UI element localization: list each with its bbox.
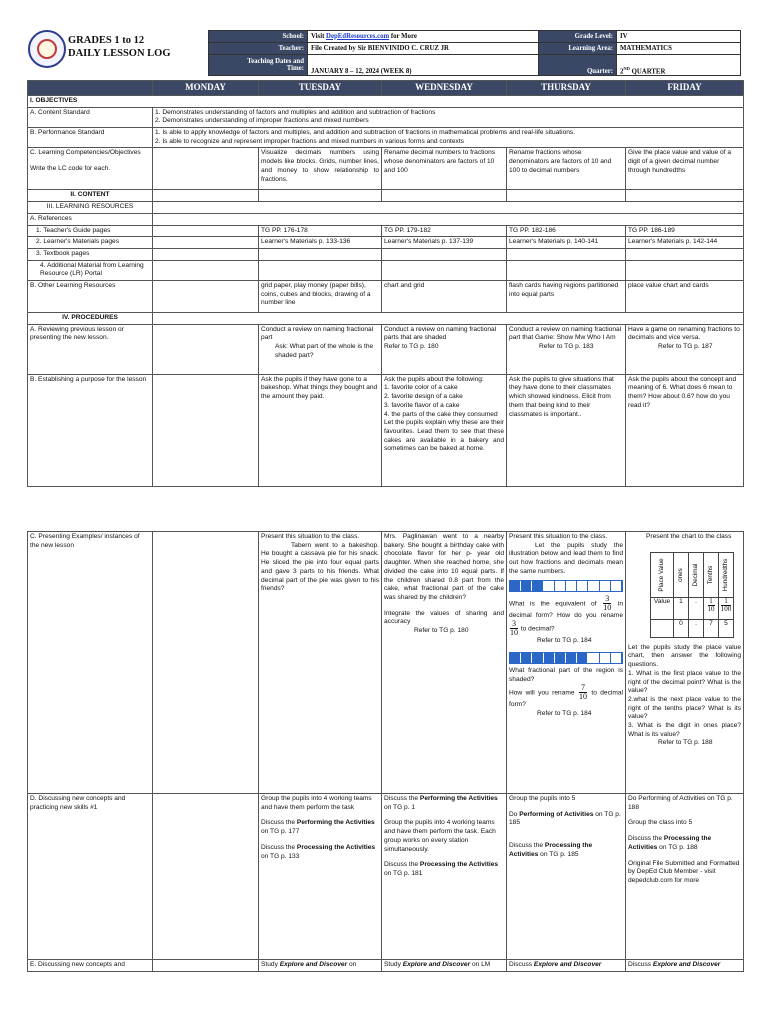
- performance-standard-label: B. Performance Standard: [28, 127, 153, 147]
- presenting-label: C. Presenting Examples/ instances of the new lesson: [28, 532, 153, 794]
- tg-wednesday: TG PP. 179-182: [382, 225, 507, 237]
- title-line-1: GRADES 1 to 12: [68, 35, 145, 46]
- header-info-table: [208, 30, 741, 76]
- fraction-3-10-b: $\frac{3}{10}$: [510, 619, 518, 638]
- dates-value: JANUARY 8 – 12, 2024 (WEEK 8): [308, 55, 539, 76]
- presenting-tuesday: Present this situation to the class. Tabern went to a bakeshop. He bought a cassava pie for his snack. He sliced the pie into four equal parts and gave 3 parts to his friends. What decimal part of the pie was given to his friends?: [259, 532, 382, 794]
- lesson-log-table-part-1: [27, 80, 744, 487]
- discuss2-wednesday: Study Explore and Discover on LM: [382, 960, 507, 972]
- other-tuesday: grid paper, play money (paper bills), coins, cubes and blocks, drawing of a number line: [259, 281, 382, 313]
- performance-standard-text: 1. Is able to apply knowledge of factors and multiples, and addition and subtraction of fractions in mathematical problems and real-life situations. 2. Is able to recognize and represent improper fractions and mixed numbers in various forms and contexts: [153, 127, 744, 147]
- purpose-friday: Ask the pupils about the concept and meaning of 6. What does 6 mean to them? How about 0.6? how do you read it?: [626, 374, 744, 486]
- grade-level-label: Grade Level:: [539, 31, 617, 43]
- content-heading: II. CONTENT: [28, 190, 153, 202]
- procedures-heading: IV. PROCEDURES: [28, 313, 153, 325]
- tg-pages-label: 1. Teacher's Guide pages: [28, 225, 153, 237]
- references-label: A. References: [28, 213, 153, 225]
- other-wednesday: chart and grid: [382, 281, 507, 313]
- discuss1-wednesday: Discuss the Performing the Activities on TG p. 1 Group the pupils into 4 working teams and have them perform the task. Each group works on every station simultaneously. Discuss the Processing the Activities on TG p. 181: [382, 794, 507, 960]
- presenting-friday: Present the chart to the class Place Value ones Decimal Tenths Hundredths Value 1 . $\frac{1}{10}$ $\frac{1}{100}$ 0 . 7 5 Let the pupils study the place value chart, then answer the following questions. 1. What is the first place value to the right of the decimal point? What is the value? 2.what is the next place value to the right of the tenths place? What is its value? 3. What is the digit in ones place? What is its value? Refer to TG p. 188: [626, 532, 744, 794]
- other-friday: place value chart and cards: [626, 281, 744, 313]
- discuss1-friday: Do Performing of Activities on TG p. 188 Group the class into 5 Discuss the Processing the Activities on TG p. 188 Original File Submitted and Formatted by DepEd Club Member - visit depedclub.com for more: [626, 794, 744, 960]
- competency-monday: [153, 148, 259, 190]
- lm-friday: Learner's Materials p. 142-144: [626, 237, 744, 249]
- content-standard-label: A. Content Standard: [28, 107, 153, 127]
- discuss2-friday: Discuss Explore and Discover: [626, 960, 744, 972]
- learning-resources-heading: III. LEARNING RESOURCES: [28, 202, 153, 214]
- discussing-1-label: D. Discussing new concepts and practicing new skills #1: [28, 794, 153, 960]
- discussing-2-label: E. Discussing new concepts and: [28, 960, 153, 972]
- deped-resources-link[interactable]: DepEdResources.com: [326, 32, 390, 40]
- discuss2-tuesday: Study Explore and Discover on: [259, 960, 382, 972]
- quarter-label: Quarter:: [539, 55, 617, 76]
- fraction-strip-7-tenths: [509, 652, 623, 664]
- fraction-7-10: $\frac{7}{10}$: [578, 683, 587, 702]
- fraction-3-10: $\frac{3}{10}$: [603, 593, 612, 612]
- additional-material-label: 4. Additional Material from Learning Resource (LR) Portal: [28, 260, 153, 280]
- review-tuesday: Conduct a review on naming fractional part Ask: What part of the whole is the shaded part?: [259, 324, 382, 374]
- school-label: School:: [209, 31, 308, 43]
- day-header-thursday: THURSDAY: [507, 81, 626, 96]
- lm-pages-label: 2. Learner's Materials pages: [28, 237, 153, 249]
- grade-level-value: IV: [617, 31, 741, 43]
- competency-friday: Give the place value and value of a digit of a given decimal number through hundredths: [626, 148, 744, 190]
- competency-tuesday: Visualize decimals numbers using models like blocks. Grids, number lines, and money to show relationship to fractions.: [259, 148, 382, 190]
- day-header-tuesday: TUESDAY: [259, 81, 382, 96]
- review-wednesday: Conduct a review on naming fractional parts that are shaded Refer to TG p. 180: [382, 324, 507, 374]
- learning-area-value: MATHEMATICS: [617, 43, 741, 55]
- dates-label: Teaching Dates and Time:: [209, 55, 308, 76]
- discuss2-thursday: Discuss Explore and Discover: [507, 960, 626, 972]
- lm-thursday: Learner's Materials p. 140-141: [507, 237, 626, 249]
- lesson-log-table-part-2: [27, 531, 744, 972]
- deped-seal-icon: [28, 30, 66, 68]
- quarter-value: 2ND QUARTER: [617, 55, 741, 76]
- tg-tuesday: TG PP. 176-178: [259, 225, 382, 237]
- review-thursday: Conduct a review on naming fractional part that Game: Show Mw Who I Am Refer to TG p. 183: [507, 324, 626, 374]
- purpose-wednesday: Ask the pupils about the following: 1. favorite color of a cake 2. favorite design of a cake 3. favorite flavor of a cake 4. the parts of the cake they consumed Let the pupils explain why these are their favourites. Lead them to see that these cakes are available in a bakery and sometimes can be baked at home.: [382, 374, 507, 486]
- lm-wednesday: Learner's Materials p. 137-139: [382, 237, 507, 249]
- discuss1-tuesday: Group the pupils into 4 working teams and have them perform the task Discuss the Performing the Activities on TG p. 177 Discuss the Processing the Activities on TG p. 133: [259, 794, 382, 960]
- presenting-wednesday: Mrs. Paglinawan went to a nearby bakery. She bought a birthday cake with chocolate flavor for her p- year old daughter. When she reached home, she divided the cake into 10 equal parts. If the children shared 0.8 part from the cake, what fractional part of the cake was shared by the children? Integrate the values of sharing and accuracy Refer to TG p. 180: [382, 532, 507, 794]
- content-standard-text: 1. Demonstrates understanding of factors and multiples and addition and subtraction of fractions 2. Demonstrates understanding of improper fractions and mixed numbers: [153, 107, 744, 127]
- competencies-label: C. Learning Competencies/Objectives Write the LC code for each.: [28, 148, 153, 190]
- purpose-tuesday: Ask the pupils if they have gone to a bakeshop. What things they bought and the amount they paid.: [259, 374, 382, 486]
- day-header-monday: MONDAY: [153, 81, 259, 96]
- reviewing-label: A. Reviewing previous lesson or presenting the new lesson.: [28, 324, 153, 374]
- objectives-heading: I. OBJECTIVES: [28, 95, 744, 107]
- title-line-2: DAILY LESSON LOG: [68, 48, 171, 59]
- place-value-chart: Place Value ones Decimal Tenths Hundredths Value 1 . $\frac{1}{10}$ $\frac{1}{100}$ 0 . 7 5: [650, 552, 734, 638]
- tg-thursday: TG PP. 182-186: [507, 225, 626, 237]
- school-value: Visit DepEdResources.com for More: [308, 31, 539, 43]
- other-thursday: flash cards having regions partitioned into equal parts: [507, 281, 626, 313]
- fraction-strip-3-tenths: [509, 580, 623, 592]
- discuss1-thursday: Group the pupils into 5 Do Performing of Activities on TG p. 185 Discuss the Processing the Activities on TG p. 185: [507, 794, 626, 960]
- purpose-label: B. Establishing a purpose for the lesson: [28, 374, 153, 486]
- purpose-thursday: Ask the pupils to give situations that they have done to their classmates which showed kindness. Elicit from them that being kind to their classmates is important..: [507, 374, 626, 486]
- competency-wednesday: Rename decimal numbers to fractions whose denominators are factors of 10 and 100: [382, 148, 507, 190]
- day-header-friday: FRIDAY: [626, 81, 744, 96]
- tg-friday: TG PP. 186-189: [626, 225, 744, 237]
- learning-area-label: Learning Area:: [539, 43, 617, 55]
- other-resources-label: B. Other Learning Resources: [28, 281, 153, 313]
- teacher-value: File Created by Sir BIENVINIDO C. CRUZ JR: [308, 43, 539, 55]
- review-friday: Have a game on renaming fractions to decimals and vice versa. Refer to TG p. 187: [626, 324, 744, 374]
- presenting-thursday: Present this situation to the class. Let the pupils study the illustration below and lead them to find out how fractions and decimals mean the same numbers. What is the equivalent of $\frac{3}{10}$ in decimal form? How do you rename $\frac{3}{10}$ to decimal? Refer to TG p. 184 What fractional part of the region is shaded? How will you rename $\frac{7}{10}$ to decimal form? Refer to TG p. 184: [507, 532, 626, 794]
- corner-cell: [28, 81, 153, 96]
- lm-tuesday: Learner's Materials p. 133-136: [259, 237, 382, 249]
- teacher-label: Teacher:: [209, 43, 308, 55]
- day-header-wednesday: WEDNESDAY: [382, 81, 507, 96]
- textbook-pages-label: 3. Textbook pages: [28, 248, 153, 260]
- competency-thursday: Rename fractions whose denominators are factors of 10 and 100 to decimal numbers: [507, 148, 626, 190]
